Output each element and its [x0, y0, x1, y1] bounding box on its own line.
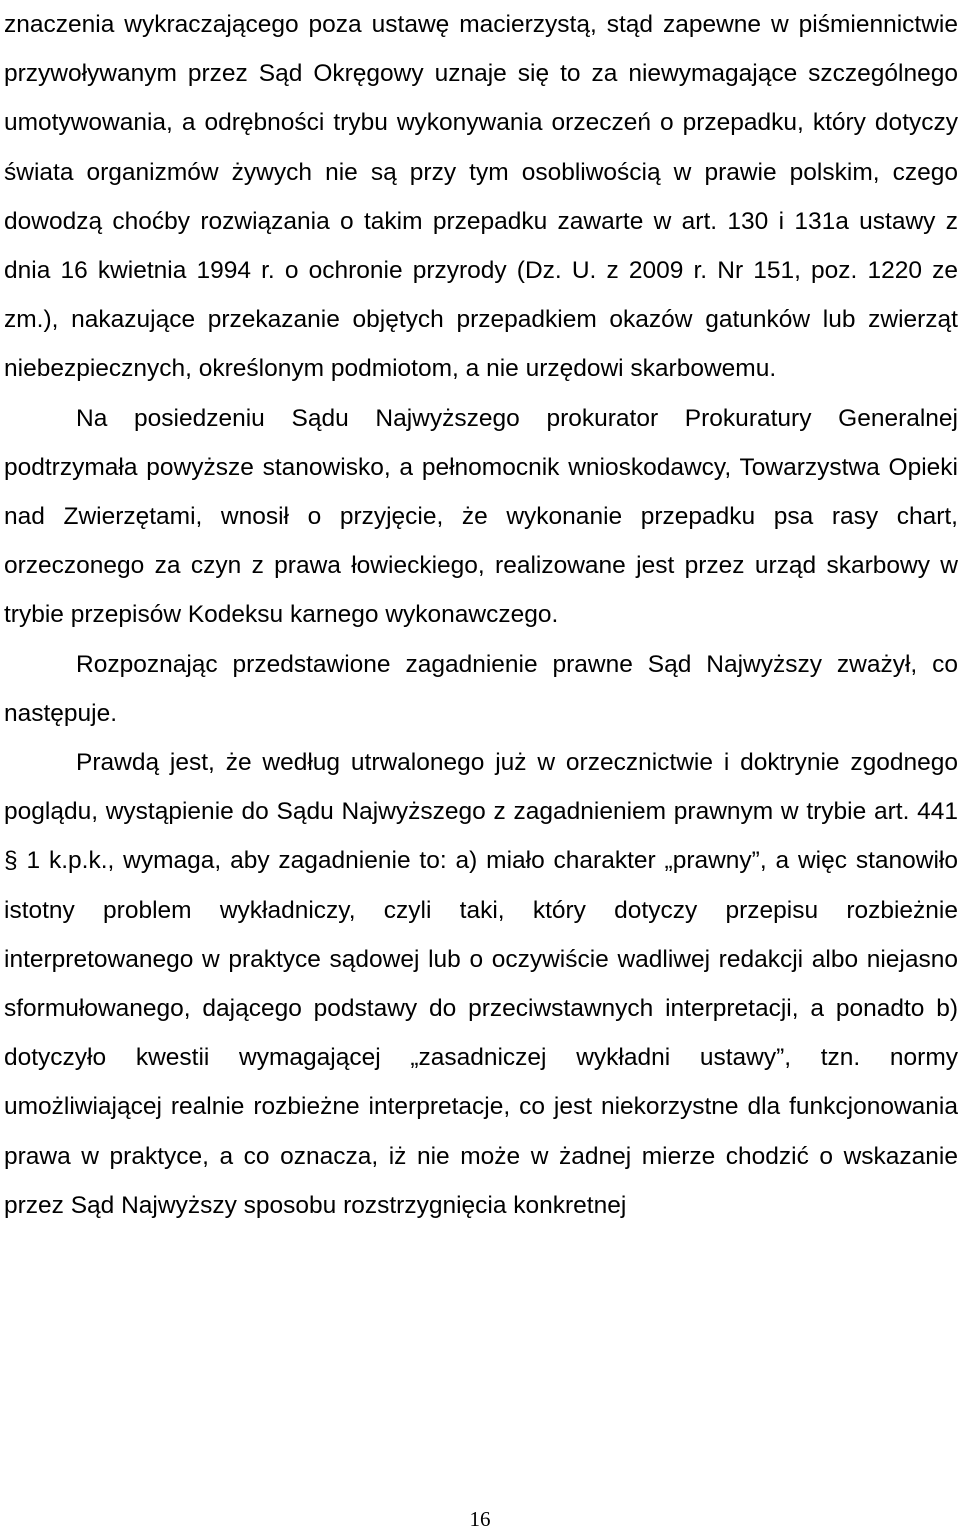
- page-number: 16: [469, 1507, 491, 1531]
- document-page: [4, 0, 958, 1230]
- paragraph-continuation: znaczenia wykraczającego poza ustawę macierzystą, stąd zapewne w piśmiennictwie przywoływanym przez Sąd Okręgowy uznaje się to za niewymagające szczególnego umotywowania, a odrębności trybu wykonywania orzeczeń o przepadku, który dotyczy świata organizmów żywych nie są przy tym osobliwością w prawie polskim, czego dowodzą choćby rozwiązania o takim przepadku zawarte w art. 130 i 131a ustawy z dnia 16 kwietnia 1994 r. o ochronie przyrody (Dz. U. z 2009 r. Nr 151, poz. 1220 ze zm.), nakazujące przekazanie objętych przepadkiem okazów gatunków lub zwierząt niebezpiecznych, określonym podmiotom, a nie urzędowi skarbowemu.: [4, 11, 958, 383]
- paragraph-prosecutor-position: Na posiedzeniu Sądu Najwyższego prokurator Prokuratury Generalnej podtrzymała powyższe stanowisko, a pełnomocnik wnioskodawcy, Towarzystwa Opieki nad Zwierzętami, wnosił o przyjęcie, że wykonanie przepadku psa rasy chart, orzeczonego za czyn z prawa łowieckiego, realizowane jest przez urząd skarbowy w trybie przepisów Kodeksu karnego wykonawczego.: [4, 404, 958, 629]
- paragraph-court-considered: Rozpoznając przedstawione zagadnienie prawne Sąd Najwyższy zważył, co następuje.: [4, 650, 958, 727]
- paragraph-legal-question: Prawdą jest, że według utrwalonego już w orzecznictwie i doktrynie zgodnego poglądu, wystąpienie do Sądu Najwyższego z zagadnieniem prawnym w trybie art. 441 § 1 k.p.k., wymaga, aby zagadnienie to: a) miało charakter „prawny”, a więc stanowiło istotny problem wykładniczy, czyli taki, który dotyczy przepisu rozbieżnie interpretowanego w praktyce sądowej lub o oczywiście wadliwej redakcji albo niejasno sformułowanego, dającego podstawy do przeciwstawnych interpretacji, a ponadto b) dotyczyło kwestii wymagającej „zasadniczej wykładni ustawy”, tzn. normy umożliwiającej realnie rozbieżne interpretacje, co jest niekorzystne dla funkcjonowania prawa w praktyce, a co oznacza, iż nie może w żadnej mierze chodzić o wskazanie przez Sąd Najwyższy sposobu rozstrzygnięcia konkretnej: [4, 749, 958, 1219]
